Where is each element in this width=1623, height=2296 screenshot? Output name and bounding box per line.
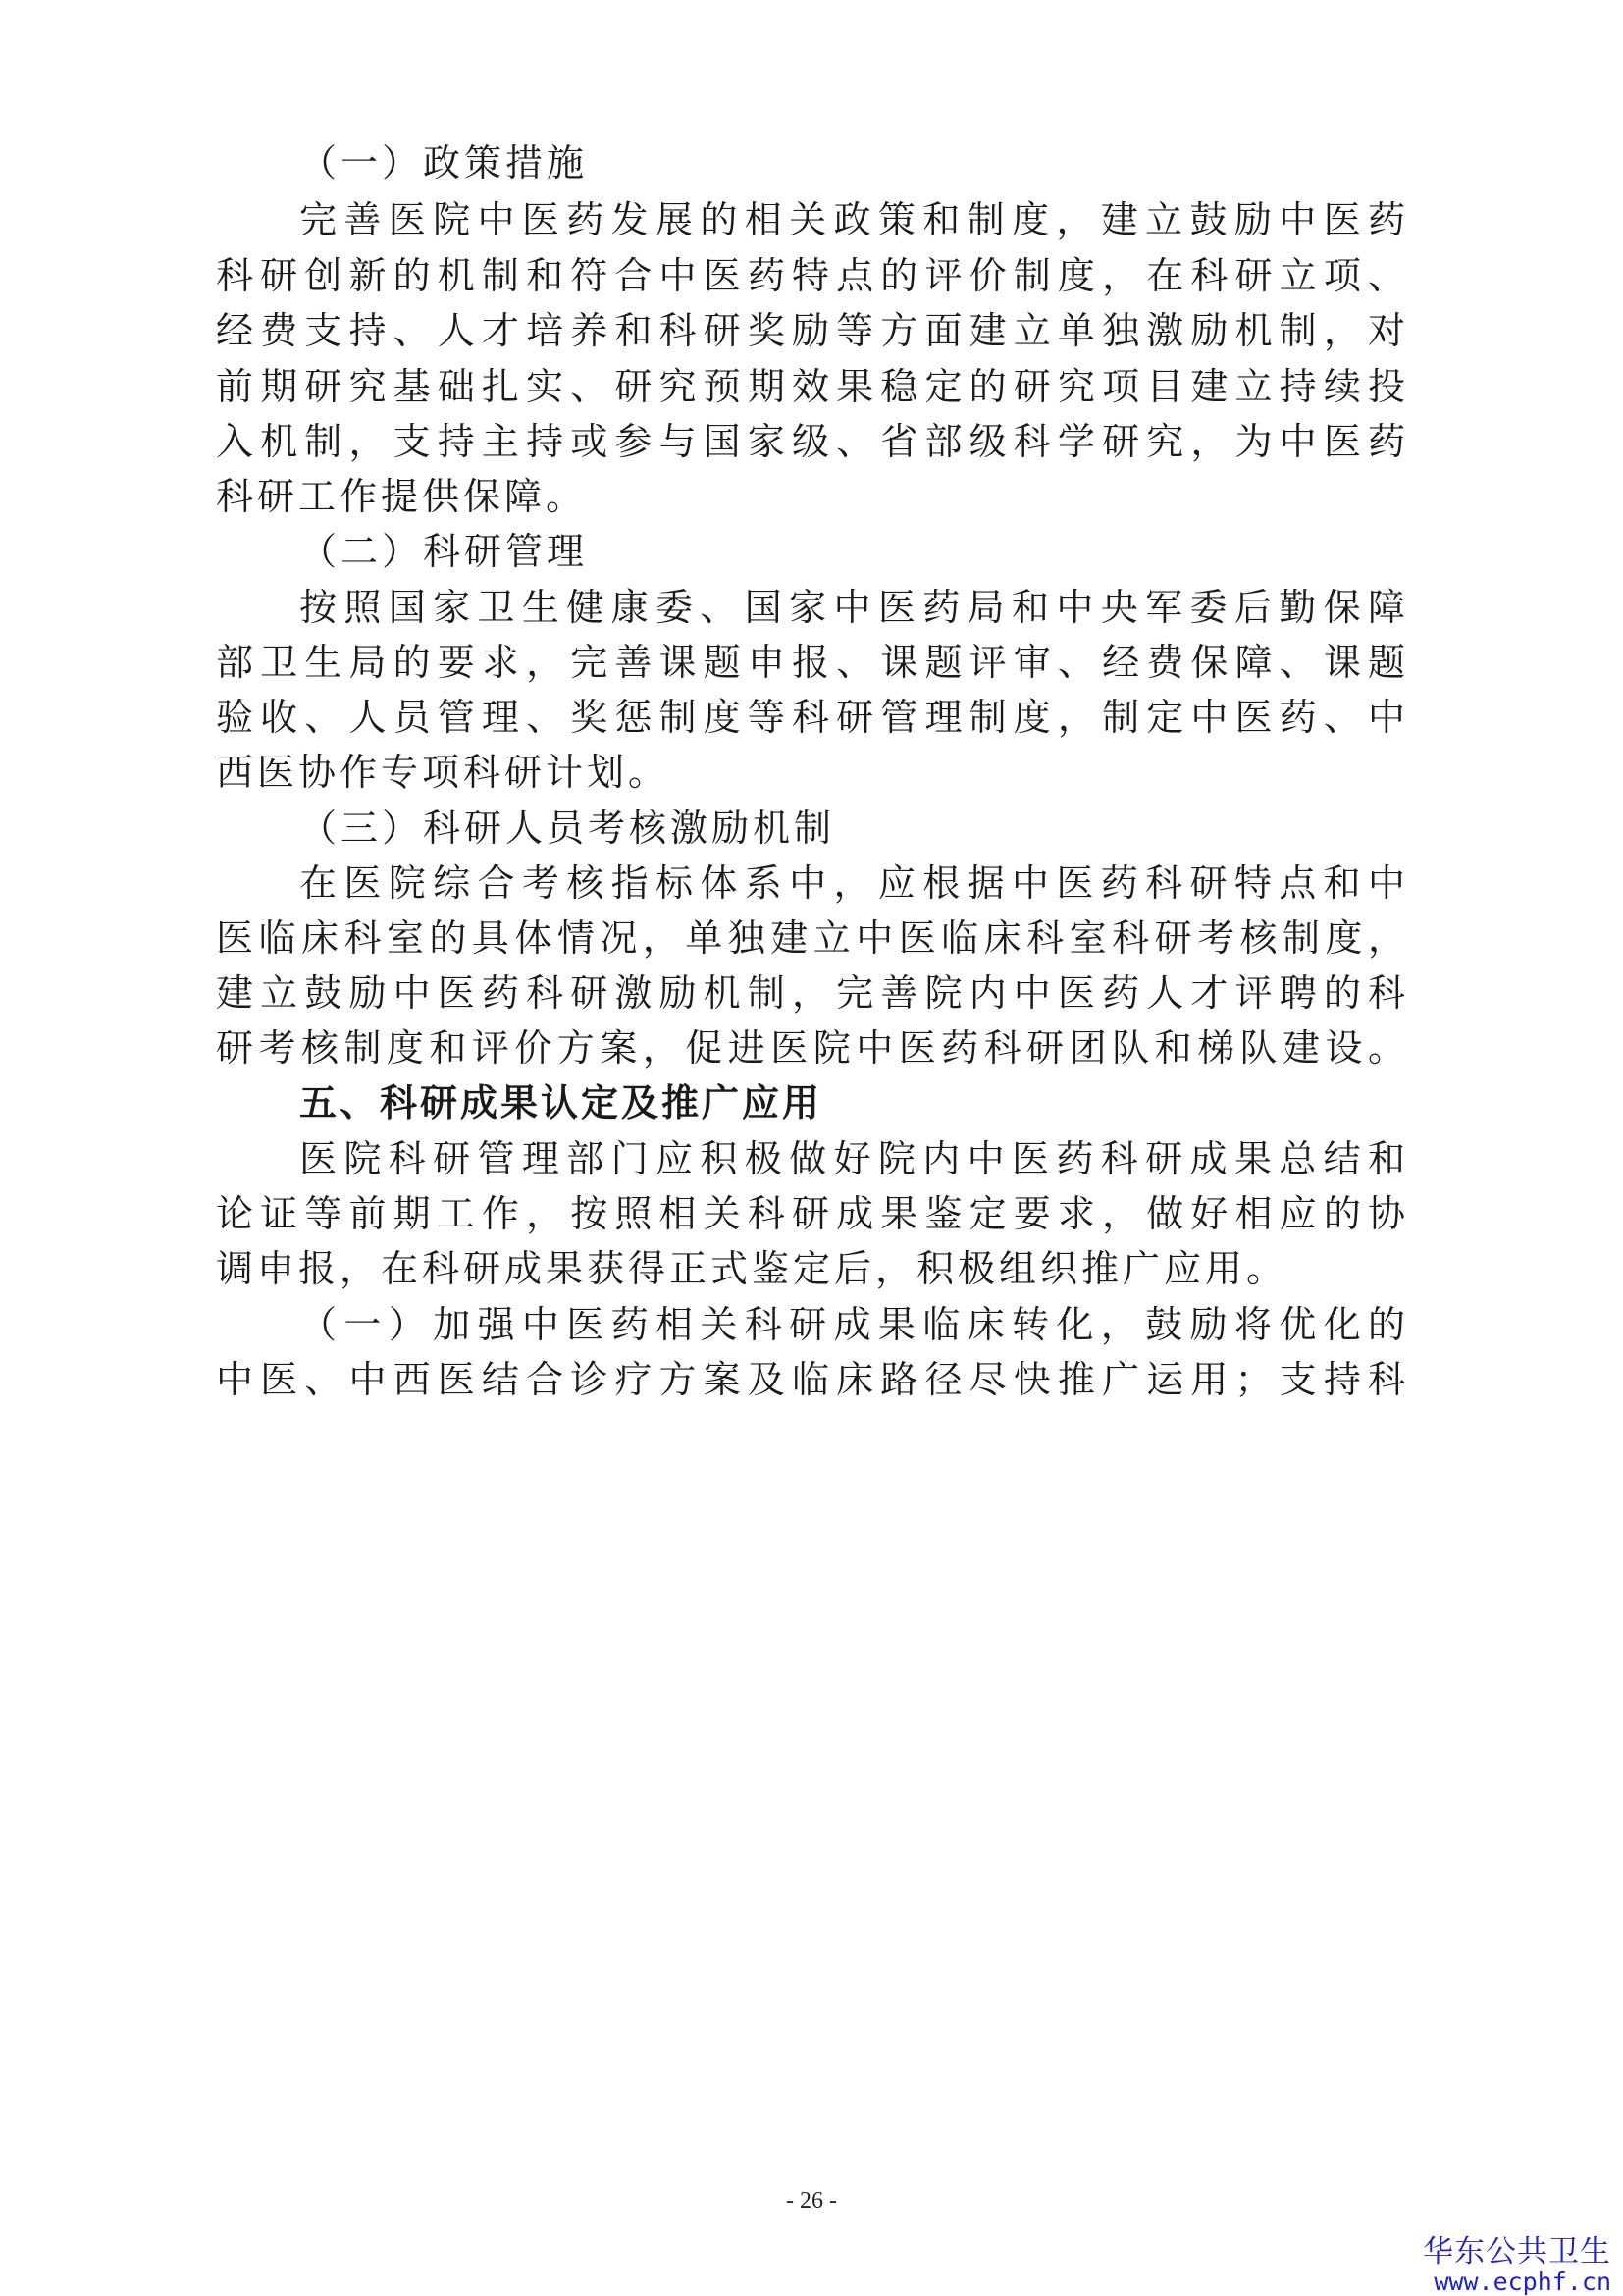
paragraph-line: 医临床科室的具体情况，单独建立中医临床科室科研考核制度， xyxy=(216,916,1409,960)
paragraph-line: 部卫生局的要求，完善课题申报、课题评审、经费保障、课题 xyxy=(216,641,1409,684)
paragraph-line: 中医、中西医结合诊疗方案及临床路径尽快推广运用；支持科 xyxy=(216,1358,1409,1401)
section-heading-policy: （一）政策措施 xyxy=(299,141,589,184)
paragraph-line: 科研工作提供保障。 xyxy=(216,475,588,518)
paragraph-line: 论证等前期工作，按照相关科研成果鉴定要求，做好相应的协 xyxy=(216,1192,1409,1235)
chapter-heading-research-results: 五、科研成果认定及推广应用 xyxy=(299,1081,823,1124)
paragraph-line: 调申报，在科研成果获得正式鉴定后，积极组织推广应用。 xyxy=(216,1247,1288,1290)
paragraph-line: 医院科研管理部门应积极做好院内中医药科研成果总结和 xyxy=(299,1137,1409,1180)
paragraph-line: 西医协作专项科研计划。 xyxy=(216,751,670,794)
paragraph-line: 前期研究基础扎实、研究预期效果稳定的研究项目建立持续投 xyxy=(216,365,1409,408)
paragraph-line: 在医院综合考核指标体系中，应根据中医药科研特点和中 xyxy=(299,861,1409,905)
paragraph-line: （一）加强中医药相关科研成果临床转化，鼓励将优化的 xyxy=(299,1303,1409,1346)
paragraph-line: 建立鼓励中医药科研激励机制，完善院内中医药人才评聘的科 xyxy=(216,971,1409,1015)
paragraph-line: 研考核制度和评价方案，促进医院中医药科研团队和梯队建设。 xyxy=(216,1026,1409,1070)
watermark-site-name: 华东公共卫生 xyxy=(1423,2234,1611,2270)
paragraph-line: 完善医院中医药发展的相关政策和制度，建立鼓励中医药 xyxy=(299,198,1409,241)
paragraph-line: 经费支持、人才培养和科研奖励等方面建立单独激励机制，对 xyxy=(216,309,1409,352)
page-number: - 26 - xyxy=(786,2188,837,2214)
section-heading-research-management: （二）科研管理 xyxy=(299,530,589,573)
paragraph-line: 验收、人员管理、奖惩制度等科研管理制度，制定中医药、中 xyxy=(216,696,1409,739)
paragraph-line: 按照国家卫生健康委、国家中医药局和中央军委后勤保障 xyxy=(299,586,1409,629)
paragraph-line: 科研创新的机制和符合中医药特点的评价制度，在科研立项、 xyxy=(216,254,1409,297)
paragraph-line: 入机制，支持主持或参与国家级、省部级科学研究，为中医药 xyxy=(216,420,1409,463)
section-heading-researcher-incentives: （三）科研人员考核激励机制 xyxy=(299,807,836,850)
watermark-url[interactable]: www.ecphf.cn xyxy=(1434,2268,1611,2296)
